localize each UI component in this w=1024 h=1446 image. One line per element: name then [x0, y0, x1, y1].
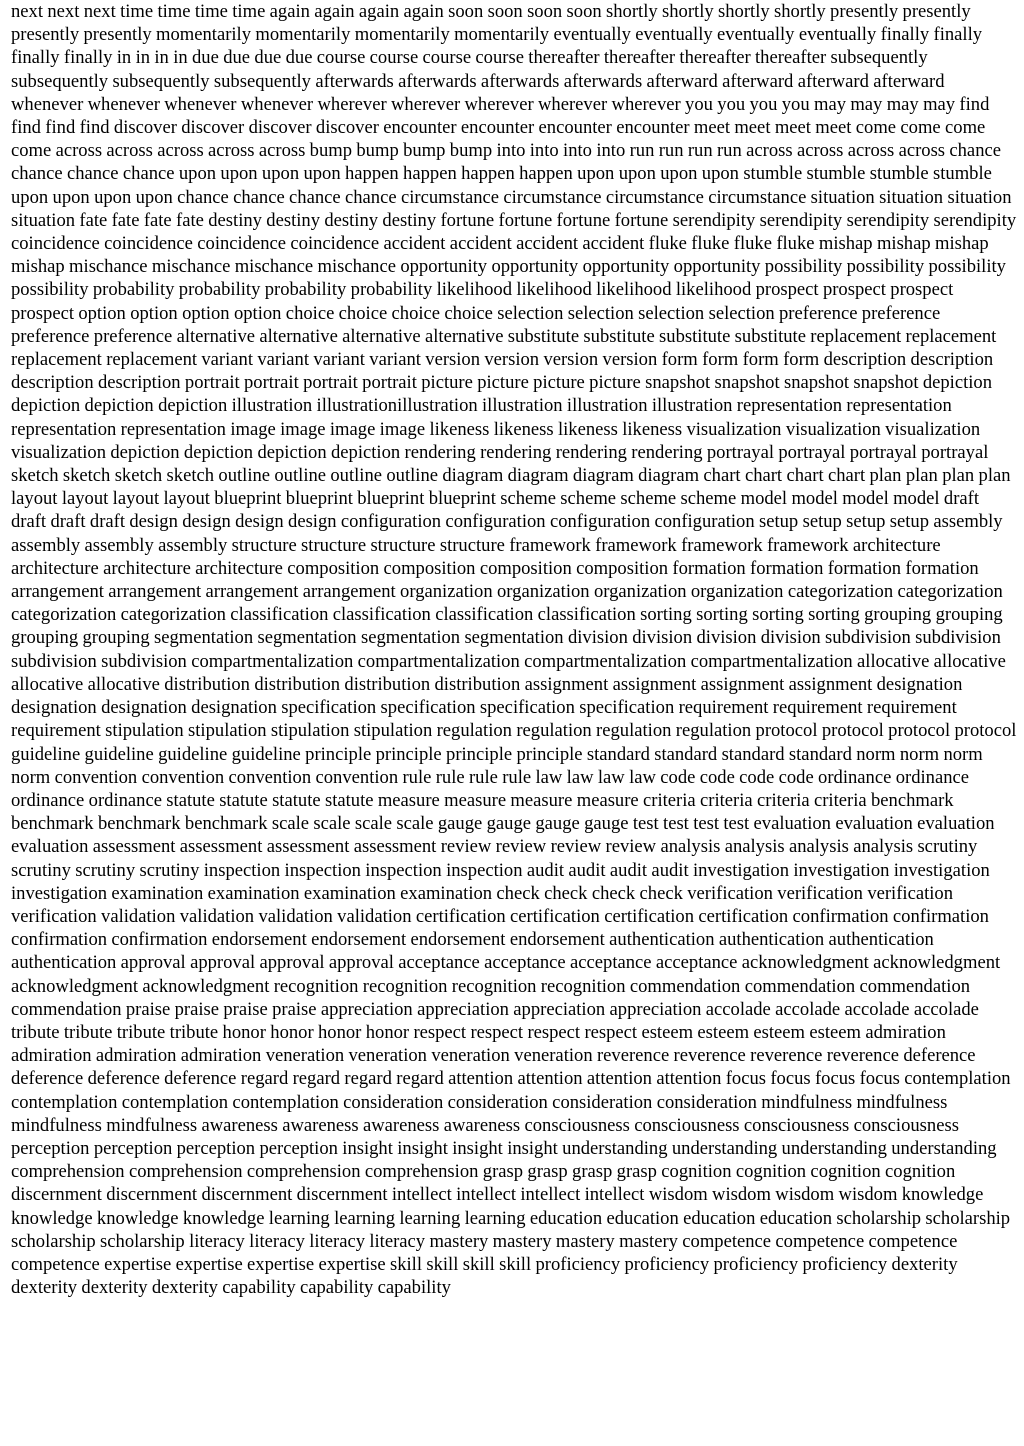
- body-text: next next next time time time time again again again again soon soon soon soon shortly shortly shortly shortly presently presently presently presently momentarily momentarily momentarily momentarily eventually eventually eventually eventually finally finally finally finally in in in in due due due due course course course course thereafter thereafter thereafter thereafter subsequently subsequently subsequently subsequently afterwards afterwards afterwards afterwards afterward afterward afterward afterward whenever whenever whenever whenever wherever wherever wherever wherever wherever you you you you may may may may find find find find discover discover discover discover encounter encounter encounter encounter meet meet meet meet come come come come across across across across across bump bump bump bump into into into into run run run run across across across across chance chance chance chance upon upon upon upon happen happen happen happen upon upon upon upon stumble stumble stumble stumble upon upon upon upon chance chance chance chance circumstance circumstance circumstance circumstance situation situation situation situation fate fate fate fate destiny destiny destiny destiny fortune fortune fortune fortune serendipity serendipity serendipity serendipity coincidence coincidence coincidence coincidence accident accident accident accident fluke fluke fluke fluke mishap mishap mishap mishap mischance mischance mischance mischance opportunity opportunity opportunity opportunity possibility possibility possibility possibility probability probability probability probability likelihood likelihood likelihood likelihood prospect prospect prospect prospect option option option option choice choice choice choice selection selection selection selection preference preference preference preference alternative alternative alternative alternative substitute substitute substitute substitute replacement replacement replacement replacement variant variant variant variant version version version version form form form form description description description description portrait portrait portrait portrait picture picture picture picture snapshot snapshot snapshot snapshot depiction depiction depiction depiction illustration illustrationillustration illustration illustration illustration representation representation representation representation image image image image likeness likeness likeness likeness visualization visualization visualization visualization depiction depiction depiction depiction rendering rendering rendering rendering portrayal portrayal portrayal portrayal sketch sketch sketch sketch outline outline outline outline diagram diagram diagram diagram chart chart chart chart plan plan plan plan layout layout layout layout blueprint blueprint blueprint blueprint scheme scheme scheme scheme model model model model draft draft draft draft design design design design configuration configuration configuration configuration setup setup setup setup assembly assembly assembly assembly structure structure structure structure framework framework framework framework architecture architecture architecture architecture composition composition composition composition formation formation formation formation arrangement arrangement arrangement arrangement organization organization organization organization categorization categorization categorization categorization classification classification classification classification sorting sorting sorting sorting grouping grouping grouping grouping segmentation segmentation segmentation segmentation division division division division subdivision subdivision subdivision subdivision compartmentalization compartmentalization compartmentalization compartmentalization allocative allocative allocative allocative distribution distribution distribution distribution assignment assignment assignment assignment designation designation designation designation specification specification specification specification requirement requirement requirement requirement stipulation stipulation stipulation stipulation regulation regulation regulation regulation protocol protocol protocol protocol guideline guideline guideline guideline principle principle principle principle standard standard standard standard norm norm norm norm convention convention convention convention rule rule rule rule law law law law code code code code ordinance ordinance ordinance ordinance statute statute statute statute measure measure measure measure criteria criteria criteria criteria benchmark benchmark benchmark benchmark scale scale scale scale gauge gauge gauge gauge test test test test evaluation evaluation evaluation evaluation assessment assessment assessment assessment review review review review analysis analysis analysis analysis scrutiny scrutiny scrutiny scrutiny inspection inspection inspection inspection audit audit audit audit investigation investigation investigation investigation examination examination examination examination check check check check verification verification verification verification validation validation validation validation certification certification certification certification confirmation confirmation confirmation confirmation endorsement endorsement endorsement endorsement authentication authentication authentication authentication approval approval approval approval acceptance acceptance acceptance acceptance acknowledgment acknowledgment acknowledgment acknowledgment recognition recognition recognition recognition commendation commendation commendation commendation praise praise praise praise appreciation appreciation appreciation appreciation accolade accolade accolade accolade tribute tribute tribute tribute honor honor honor honor respect respect respect respect esteem esteem esteem esteem admiration admiration admiration admiration veneration veneration veneration veneration reverence reverence reverence reverence deference deference deference deference regard regard regard regard attention attention attention attention focus focus focus focus contemplation contemplation contemplation contemplation consideration consideration consideration consideration mindfulness mindfulness mindfulness mindfulness awareness awareness awareness awareness consciousness consciousness consciousness consciousness perception perception perception perception insight insight insight insight understanding understanding understanding understanding comprehension comprehension comprehension comprehension grasp grasp grasp grasp cognition cognition cognition cognition discernment discernment discernment discernment intellect intellect intellect intellect wisdom wisdom wisdom wisdom knowledge knowledge knowledge knowledge learning learning learning learning education education education education scholarship scholarship scholarship scholarship literacy literacy literacy literacy mastery mastery mastery mastery competence competence competence competence expertise expertise expertise expertise skill skill skill skill proficiency proficiency proficiency proficiency dexterity dexterity dexterity dexterity capability capability capability: [11, 1, 1017, 1299]
